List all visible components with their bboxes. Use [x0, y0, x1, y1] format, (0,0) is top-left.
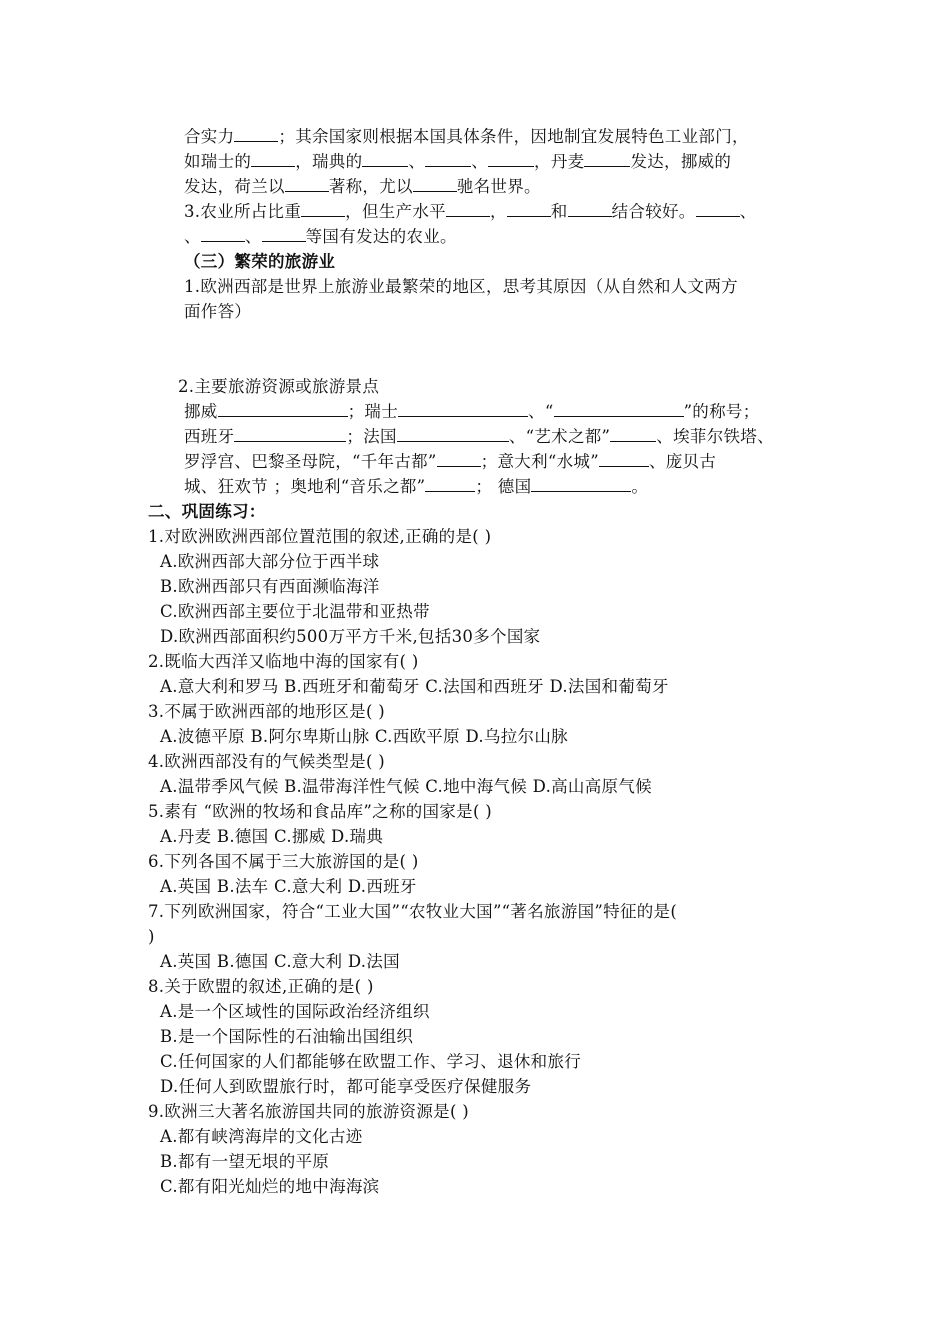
question-stem: 1.对欧洲欧洲西部位置范围的叙述,正确的是( )	[148, 527, 492, 546]
section-heading: 二、巩固练习：	[148, 502, 266, 521]
question-stem: 8.关于欧盟的叙述,正确的是( )	[148, 977, 374, 996]
answer-blank	[437, 451, 481, 467]
answer-blank	[425, 151, 471, 167]
answer-options: A.英国 B.德国 C.意大利 D.法国	[160, 952, 400, 971]
answer-blank	[610, 426, 656, 442]
answer-blank	[554, 401, 684, 417]
question-stem: 4.欧洲西部没有的气候类型是( )	[148, 752, 385, 771]
answer-blank	[425, 476, 475, 492]
answer-option: A.都有峡湾海岸的文化古迹	[160, 1127, 363, 1146]
answer-option: B.是一个国际性的石油输出国组织	[160, 1027, 414, 1046]
text-line: 、 、 等国有发达的农业。	[184, 227, 457, 246]
text-line: 3.农业所占比重 ，但生产水平 ， 和 结合较好。 、	[184, 202, 757, 221]
question-text: 1.欧洲西部是世界上旅游业最繁荣的地区，思考其原因（从自然和人文两方	[184, 277, 738, 296]
answer-blank	[262, 226, 306, 242]
question-stem-continued: )	[148, 927, 155, 946]
question-stem: 2.既临大西洋又临地中海的国家有( )	[148, 652, 419, 671]
answer-blank	[568, 201, 612, 217]
answer-blank	[301, 201, 345, 217]
answer-option: C.欧洲西部主要位于北温带和亚热带	[160, 602, 430, 621]
answer-blank	[362, 151, 408, 167]
answer-blank	[531, 476, 631, 492]
answer-options: A.波德平原 B.阿尔卑斯山脉 C.西欧平原 D.乌拉尔山脉	[160, 727, 568, 746]
answer-blank	[398, 401, 528, 417]
answer-blank	[599, 451, 649, 467]
question-stem: 3.不属于欧洲西部的地形区是( )	[148, 702, 385, 721]
section-heading: （三）繁荣的旅游业	[184, 252, 336, 271]
answer-option: C.都有阳光灿烂的地中海海滨	[160, 1177, 380, 1196]
answer-blank	[251, 151, 295, 167]
answer-blank	[234, 426, 346, 442]
text-line: 西班牙 ；法国 、“艺术之都” 、埃菲尔铁塔、	[184, 427, 774, 446]
question-text: 2.主要旅游资源或旅游景点	[178, 377, 380, 396]
answer-options: A.英国 B.法车 C.意大利 D.西班牙	[160, 877, 417, 896]
answer-blank	[696, 201, 740, 217]
answer-blank	[507, 201, 551, 217]
text-line: 罗浮宫、巴黎圣母院，“千年古都” ；意大利“水城” 、庞贝古	[184, 452, 717, 471]
answer-blank	[234, 126, 278, 142]
answer-blank	[446, 201, 490, 217]
answer-blank	[218, 401, 348, 417]
answer-blank	[285, 176, 329, 192]
answer-options: A.丹麦 B.德国 C.挪威 D.瑞典	[160, 827, 384, 846]
question-stem: 6.下列各国不属于三大旅游国的是( )	[148, 852, 419, 871]
text-line: 合实力 ；其余国家则根据本国具体条件，因地制宜发展特色工业部门，	[184, 127, 749, 146]
answer-option: D.欧洲西部面积约500万平方千米,包括30多个国家	[160, 627, 541, 646]
answer-option: C.任何国家的人们都能够在欧盟工作、学习、退休和旅行	[160, 1052, 582, 1071]
answer-option: A.是一个区域性的国际政治经济组织	[160, 1002, 430, 1021]
text-line: 城、狂欢节 ；奥地利“音乐之都” ； 德国 。	[184, 477, 649, 496]
answer-option: B.欧洲西部只有西面濒临海洋	[160, 577, 380, 596]
answer-option: A.欧洲西部大部分位于西半球	[160, 552, 380, 571]
answer-blank	[488, 151, 534, 167]
question-stem: 7.下列欧洲国家，符合“工业大国”“农牧业大国”“著名旅游国”特征的是(	[148, 902, 678, 921]
text-line: 发达，荷兰以 著称，尤以 驰名世界。	[184, 177, 541, 196]
question-stem: 5.素有 “欧洲的牧场和食品库”之称的国家是( )	[148, 802, 492, 821]
answer-option: D.任何人到欧盟旅行时，都可能享受医疗保健服务	[160, 1077, 532, 1096]
question-text: 面作答）	[184, 302, 252, 321]
text-line: 如瑞士的 ，瑞典的 、 、 ，丹麦 发达，挪威的	[184, 152, 732, 171]
answer-blank	[397, 426, 509, 442]
answer-blank	[413, 176, 457, 192]
text-line: 挪威 ；瑞士 、“ ”的称号；	[184, 402, 760, 421]
answer-options: A.温带季风气候 B.温带海洋性气候 C.地中海气候 D.高山高原气候	[160, 777, 652, 796]
answer-blank	[201, 226, 245, 242]
answer-options: A.意大利和罗马 B.西班牙和葡萄牙 C.法国和西班牙 D.法国和葡萄牙	[160, 677, 669, 696]
question-stem: 9.欧洲三大著名旅游国共同的旅游资源是( )	[148, 1102, 469, 1121]
answer-option: B.都有一望无垠的平原	[160, 1152, 330, 1171]
answer-blank	[584, 151, 630, 167]
